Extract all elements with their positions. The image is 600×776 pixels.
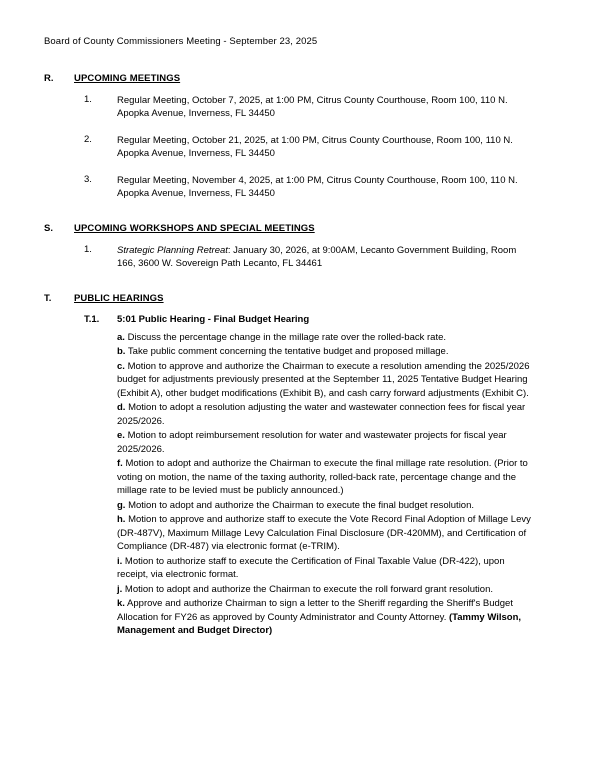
section-title: UPCOMING WORKSHOPS AND SPECIAL MEETINGS — [74, 222, 315, 234]
subsection-heading — [44, 314, 556, 325]
list-item-number: 2. — [84, 133, 92, 145]
motion-text: Motion to adopt a resolution adjusting the water and wastewater connection fees for fiscal year 2025/2026. — [117, 402, 526, 427]
section-title: UPCOMING MEETINGS — [74, 73, 181, 84]
motion-paragraph — [117, 499, 532, 512]
motion-label: g. — [117, 499, 126, 511]
list-item — [44, 94, 556, 121]
list-item — [44, 134, 556, 161]
motion-paragraph — [117, 583, 532, 596]
document-header: Board of County Commissioners Meeting - September 23, 2025 — [44, 36, 318, 47]
section-heading — [44, 73, 556, 84]
section-upcoming-meetings — [44, 73, 556, 201]
list-item-text: Regular Meeting, October 21, 2025, at 1:00 PM, Citrus County Courthouse, Room 100, 110 N. Apopka Avenue, Inverness, FL 34450 — [117, 134, 513, 160]
motion-paragraph — [117, 597, 532, 637]
motion-paragraph — [117, 555, 532, 582]
motion-label: d. — [117, 402, 126, 414]
section-upcoming-workshops — [44, 223, 556, 271]
list-item-number: 3. — [84, 173, 92, 185]
motion-text: Motion to approve and authorize the Chairman to execute a resolution amending the 2025/2026 budget for adjustments previously presented at the September 11, 2025 Tentative Budget Hearing (Exhibit A), other budget modifications (Exhibit B), and cash carry forward adjustments (Exhibit C). — [117, 360, 530, 399]
motion-label: b. — [117, 346, 126, 358]
motion-text: Motion to approve and authorize staff to execute the Vote Record Final Adoption of Millage Levy (DR-487V), Maximum Millage Levy Calculation Final Disclosure (DR-420MM), and Certification of Compliance (DR-487) via electronic format (e-TRIM). — [117, 514, 531, 553]
list-item-body: : January 30, 2026, at 9:00AM, Lecanto Government Building, Room 166, 3600 W. Sovereign Path Lecanto, FL 34461 — [117, 244, 517, 270]
motion-text: Motion to adopt and authorize the Chairman to execute the final millage rate resolution. (Prior to voting on motion, the name of the taxing authority, rolled-back rate, percentage change and the millage rate to be levied must be publicly announced.) — [117, 458, 528, 497]
list-item — [44, 244, 556, 271]
motion-text: Approve and authorize Chairman to sign a letter to the Sheriff regarding the Sheriff's Budget Allocation for FY26 as approved by County Administrator and County Attorney. — [117, 598, 513, 623]
motion-paragraph — [117, 401, 532, 428]
list-item-number: 1. — [84, 243, 92, 255]
motion-label: e. — [117, 430, 125, 442]
motion-label: c. — [117, 360, 125, 372]
list-item-text: Regular Meeting, November 4, 2025, at 1:00 PM, Citrus County Courthouse, Room 100, 110 N. Apopka Avenue, Inverness, FL 34450 — [117, 174, 518, 200]
motion-text: Motion to adopt and authorize the Chairman to execute the final budget resolution. — [125, 499, 475, 511]
motion-text: Motion to adopt and authorize the Chairman to execute the roll forward grant resolution. — [122, 583, 493, 595]
motion-label: h. — [117, 514, 126, 526]
list-item-text — [117, 244, 532, 271]
motion-label: a. — [117, 331, 125, 343]
subsection-body — [44, 331, 532, 638]
motion-attribution: (Tammy Wilson, Management and Budget Director) — [117, 611, 522, 637]
motion-paragraph — [117, 331, 532, 344]
section-letter: T. — [44, 292, 52, 304]
motion-text: Take public comment concerning the tentative budget and proposed millage. — [125, 346, 449, 358]
motion-paragraph — [117, 345, 532, 358]
motion-paragraph — [117, 457, 532, 497]
motion-label: k. — [117, 598, 125, 610]
motion-text: Motion to adopt reimbursement resolution for water and wastewater projects for fiscal year 2025/2026. — [117, 430, 507, 455]
motion-paragraph — [117, 360, 532, 400]
list-item-emphasis: Strategic Planning Retreat — [117, 244, 228, 256]
list-item — [44, 174, 556, 201]
section-letter: R. — [44, 73, 54, 84]
section-heading — [44, 223, 556, 234]
motion-label: i. — [117, 555, 123, 567]
motion-label: f. — [117, 458, 123, 470]
list-item-text: Regular Meeting, October 7, 2025, at 1:00 PM, Citrus County Courthouse, Room 100, 110 N. Apopka Avenue, Inverness, FL 34450 — [117, 95, 508, 120]
section-letter: S. — [44, 222, 53, 234]
subsection-number: T.1. — [84, 313, 100, 325]
motion-label: j. — [117, 583, 123, 595]
section-heading — [44, 293, 556, 304]
motion-text: Discuss the percentage change in the millage rate over the rolled-back rate. — [124, 331, 447, 343]
motion-paragraph — [117, 429, 532, 456]
section-title: PUBLIC HEARINGS — [74, 292, 164, 304]
list-item-number: 1. — [84, 94, 92, 105]
subsection-title: 5:01 Public Hearing - Final Budget Hearing — [117, 313, 310, 325]
motion-paragraph — [117, 513, 532, 553]
motion-text: Motion to authorize staff to execute the Certification of Final Taxable Value (DR-422), upon receipt, via electronic format. — [117, 555, 505, 581]
section-public-hearings — [44, 293, 556, 638]
